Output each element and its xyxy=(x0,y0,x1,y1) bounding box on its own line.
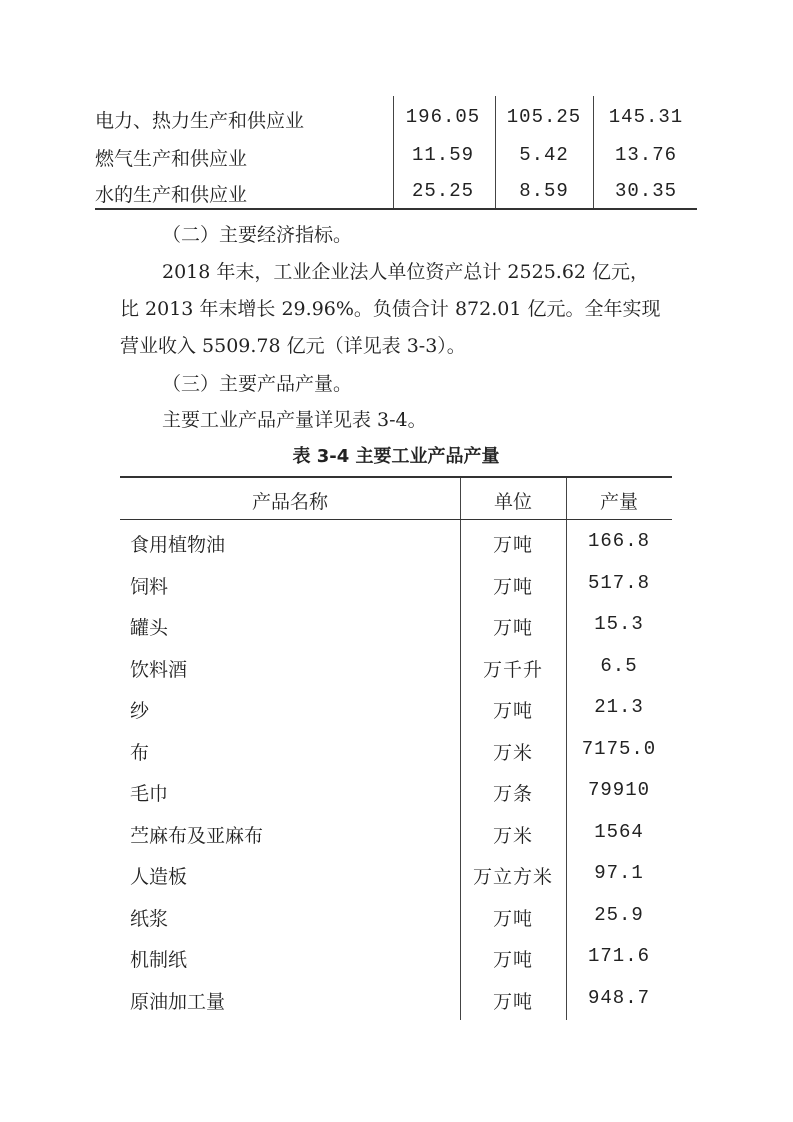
unit: 万吨 xyxy=(492,701,533,723)
paragraph-line: 主要工业产品产量详见表 3-4。 xyxy=(162,409,427,431)
row-label: 燃气生产和供应业 xyxy=(95,148,248,170)
cell: 145.31 xyxy=(608,106,684,128)
header-output: 产量 xyxy=(599,491,638,513)
table-row xyxy=(120,853,672,894)
product-name: 机制纸 xyxy=(130,949,188,971)
output-value: 166.8 xyxy=(587,530,650,552)
table-row xyxy=(95,174,697,210)
table-row xyxy=(120,812,672,853)
table-header-row xyxy=(120,478,672,519)
section-heading: （三）主要产品产量。 xyxy=(162,373,353,395)
product-name: 罐头 xyxy=(130,617,169,639)
unit: 万吨 xyxy=(492,576,533,599)
output-value: 97.1 xyxy=(594,862,644,884)
output-value: 171.6 xyxy=(587,945,650,967)
unit: 万吨 xyxy=(492,535,533,557)
product-name: 毛巾 xyxy=(130,783,169,805)
cell: 196.05 xyxy=(405,106,481,128)
table-row xyxy=(95,100,697,136)
cell: 11.59 xyxy=(411,144,474,166)
table-row xyxy=(120,729,672,770)
cell: 13.76 xyxy=(614,144,677,166)
header-rule xyxy=(120,519,672,520)
product-name: 苎麻布及亚麻布 xyxy=(130,824,264,847)
cell: 25.25 xyxy=(411,180,474,202)
table-row xyxy=(120,604,672,645)
cell: 30.35 xyxy=(614,180,677,202)
product-name: 布 xyxy=(130,741,150,764)
output-value: 25.9 xyxy=(594,903,644,926)
product-name: 饮料酒 xyxy=(130,658,188,681)
table-row xyxy=(120,521,672,562)
product-name: 饲料 xyxy=(130,575,169,598)
cell: 105.25 xyxy=(506,106,582,128)
product-name: 纸浆 xyxy=(130,907,169,930)
unit: 万条 xyxy=(492,784,533,806)
output-value: 79910 xyxy=(587,779,650,801)
table-row xyxy=(120,563,672,604)
output-value: 1564 xyxy=(594,820,644,843)
unit: 万千升 xyxy=(482,659,543,682)
unit: 万吨 xyxy=(492,991,533,1014)
cell: 8.59 xyxy=(519,180,569,202)
output-value: 15.3 xyxy=(594,613,644,635)
table-row xyxy=(120,895,672,936)
product-name: 纱 xyxy=(130,700,150,722)
unit: 万吨 xyxy=(492,618,533,640)
table-row xyxy=(120,687,672,728)
product-name: 食用植物油 xyxy=(130,534,226,556)
paragraph-line: 营业收入 5509.78 亿元（详见表 3-3）。 xyxy=(120,335,466,357)
output-value: 7175.0 xyxy=(581,737,657,760)
paragraph-line: 2018 年末，工业企业法人单位资产总计 2525.62 亿元， xyxy=(162,261,650,283)
section-heading: （二）主要经济指标。 xyxy=(162,224,353,246)
row-label: 电力、热力生产和供应业 xyxy=(95,110,305,132)
header-unit: 单位 xyxy=(493,491,532,513)
row-label: 水的生产和供应业 xyxy=(95,184,248,206)
table-row xyxy=(120,646,672,687)
table-title: 表 3-4 主要工业产品产量 xyxy=(292,446,500,467)
unit: 万吨 xyxy=(492,950,533,972)
table-row xyxy=(120,978,672,1019)
output-value: 21.3 xyxy=(594,696,644,718)
cell: 5.42 xyxy=(519,144,569,166)
output-value: 6.5 xyxy=(600,654,638,677)
product-name: 人造板 xyxy=(130,866,188,888)
unit: 万米 xyxy=(492,825,533,848)
product-name: 原油加工量 xyxy=(130,990,226,1013)
paragraph-line: 比 2013 年末增长 29.96%。负债合计 872.01 亿元。全年实现 xyxy=(120,298,661,320)
output-value: 948.7 xyxy=(587,986,650,1009)
header-name: 产品名称 xyxy=(251,491,328,513)
output-value: 517.8 xyxy=(587,571,650,594)
unit: 万立方米 xyxy=(472,867,553,889)
table-row xyxy=(120,936,672,977)
table-row xyxy=(120,770,672,811)
table-row xyxy=(95,138,697,174)
unit: 万米 xyxy=(492,742,533,765)
table-bottom-rule xyxy=(95,208,697,210)
unit: 万吨 xyxy=(492,908,533,931)
